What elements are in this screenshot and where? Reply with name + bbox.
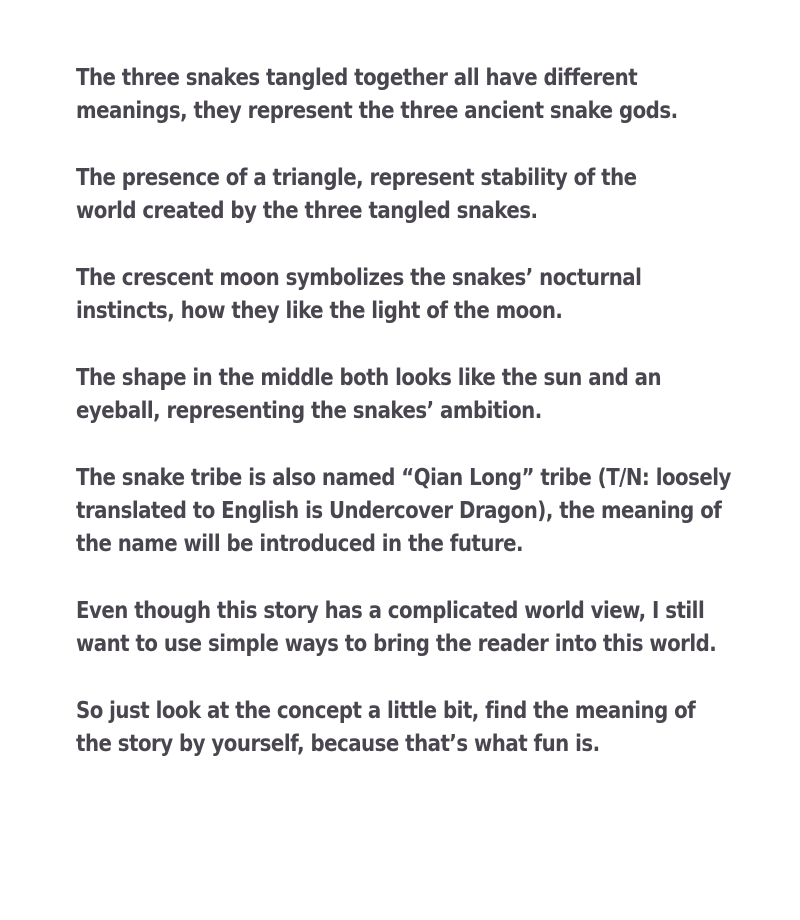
text-line: The shape in the middle both looks like the sun and an xyxy=(76,365,662,391)
text-line: the story by yourself, because that’s what fun is. xyxy=(76,731,600,757)
text-line: want to use simple ways to bring the reader into this world. xyxy=(76,631,717,657)
text-body xyxy=(76,62,736,795)
text-line: So just look at the concept a little bit, find the meaning of xyxy=(76,698,696,724)
paragraph-triangle xyxy=(76,162,738,228)
paragraph-closing xyxy=(76,695,738,761)
text-line: meanings, they represent the three ancient snake gods. xyxy=(76,98,678,124)
text-line: the name will be introduced in the future. xyxy=(76,531,524,557)
paragraph-crescent-moon xyxy=(76,262,738,328)
text-line: The three snakes tangled together all have different xyxy=(76,65,638,91)
text-line: instincts, how they like the light of the moon. xyxy=(76,298,563,324)
text-line: translated to English is Undercover Dragon), the meaning of xyxy=(76,498,722,524)
text-line: The presence of a triangle, represent stability of the xyxy=(76,165,637,191)
paragraph-snakes xyxy=(76,62,738,128)
text-line: Even though this story has a complicated world view, I still xyxy=(76,598,705,624)
text-line: eyeball, representing the snakes’ ambition. xyxy=(76,398,542,424)
paragraph-tribe-name xyxy=(76,462,738,561)
paragraph-world-view xyxy=(76,595,738,661)
text-line: The crescent moon symbolizes the snakes’ nocturnal xyxy=(76,265,642,291)
text-line: The snake tribe is also named “Qian Long” tribe (T/N: loosely xyxy=(76,465,731,491)
paragraph-middle-shape xyxy=(76,362,738,428)
text-line: world created by the three tangled snakes. xyxy=(76,198,538,224)
